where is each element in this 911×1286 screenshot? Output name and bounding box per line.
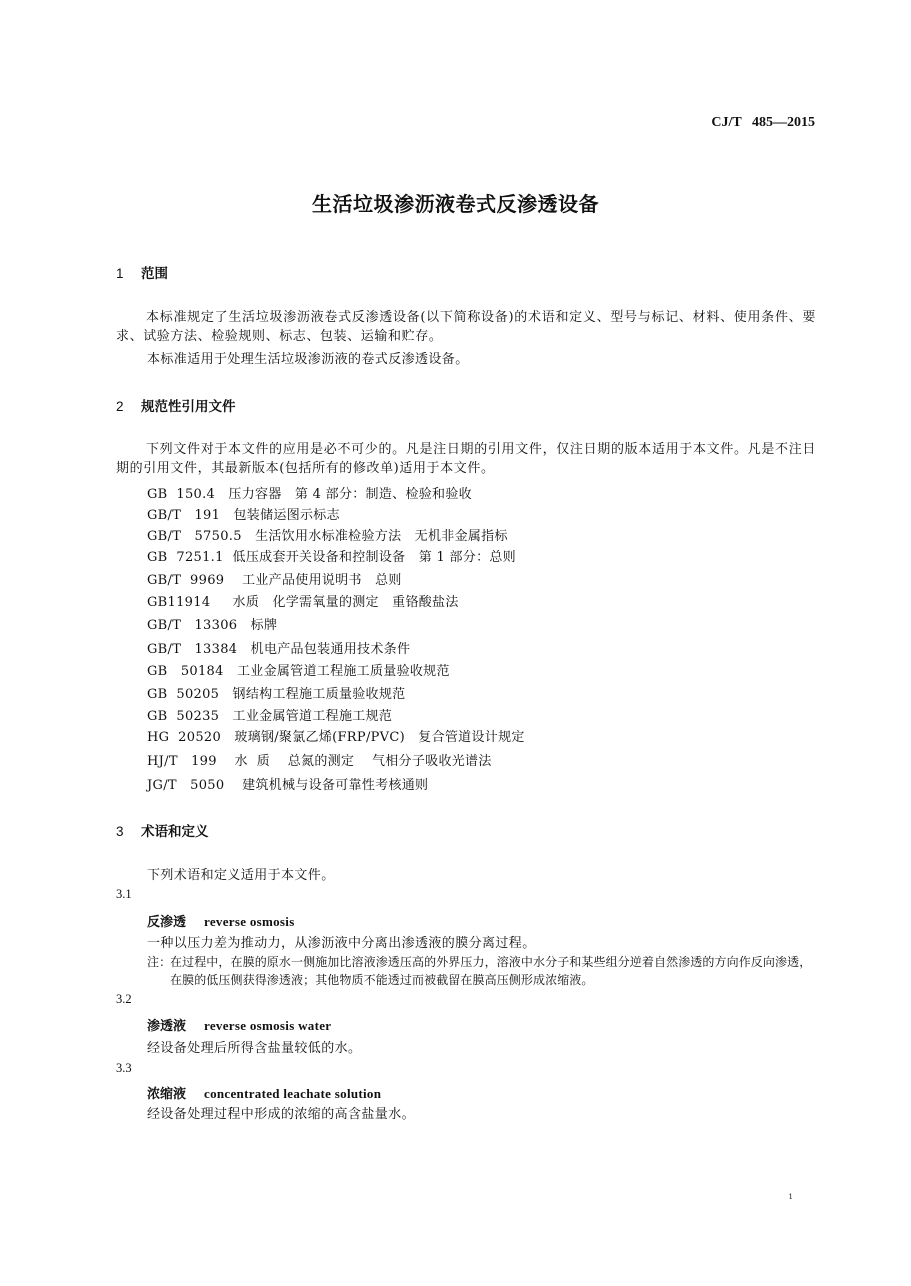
section-2-heading	[116, 395, 236, 415]
term-heading	[147, 1015, 331, 1034]
reference-item: GB/T 13306 标牌	[147, 618, 278, 633]
reference-item: JG/T 5050 建筑机械与设备可靠性考核通则	[147, 778, 429, 793]
section-number: 1	[116, 266, 124, 281]
section-3-heading	[116, 820, 209, 840]
term-chinese: 浓缩液	[147, 1087, 187, 1102]
clause-number: 3.2	[116, 992, 132, 1006]
reference-item: GB11914 水质 化学需氧量的测定 重铬酸盐法	[147, 595, 459, 610]
term-definition: 一种以压力差为推动力，从渗沥液中分离出渗透液的膜分离过程。	[147, 936, 536, 951]
section-2-paragraph: 下列文件对于本文件的应用是必不可少的。凡是注日期的引用文件，仅注日期的版本适用于本文件。凡是不注日期的引用文件，其最新版本(包括所有的修改单)适用于本文件。	[116, 442, 816, 476]
reference-item: GB 150.4 压力容器 第 4 部分：制造、检验和验收	[147, 487, 472, 502]
page-number: 1	[788, 1193, 793, 1201]
note-label: 注：	[147, 955, 172, 969]
clause-number: 3.3	[116, 1061, 132, 1075]
section-1-heading	[116, 262, 168, 282]
section-number: 2	[116, 399, 124, 414]
document-code: CJ/T 485—2015	[711, 115, 815, 130]
reference-item: GB 50235 工业金属管道工程施工规范	[147, 709, 393, 724]
term-chinese: 反渗透	[147, 915, 187, 930]
note-text: 在过程中，在膜的原水一侧施加比溶液渗透压高的外界压力，溶液中水分子和某些组分逆着自然渗透的方向作反向渗透，在膜的低压侧获得渗透液；其他物质不能透过而被截留在膜高压侧形成浓缩液。	[170, 955, 812, 987]
reference-item: GB 7251.1 低压成套开关设备和控制设备 第 1 部分：总则	[147, 550, 516, 565]
section-1-paragraph-2: 本标准适用于处理生活垃圾渗沥液的卷式反渗透设备。	[147, 352, 469, 367]
term-definition: 经设备处理后所得含盐量较低的水。	[147, 1041, 362, 1056]
section-3-intro: 下列术语和定义适用于本文件。	[147, 868, 335, 883]
clause-number: 3.1	[116, 887, 132, 901]
section-number: 3	[116, 824, 124, 839]
term-heading	[147, 1083, 381, 1102]
term-english: reverse osmosis water	[204, 1018, 332, 1033]
term-note	[147, 953, 819, 989]
reference-item: GB/T 191 包装储运图示标志	[147, 508, 340, 523]
term-english: reverse osmosis	[204, 914, 295, 929]
reference-item: GB/T 5750.5 生活饮用水标准检验方法 无机非金属指标	[147, 529, 508, 544]
term-english: concentrated leachate solution	[204, 1086, 382, 1101]
reference-item: GB 50184 工业金属管道工程施工质量验收规范	[147, 664, 450, 679]
reference-item: GB/T 13384 机电产品包装通用技术条件	[147, 642, 411, 657]
section-title: 规范性引用文件	[141, 399, 236, 415]
section-title: 术语和定义	[141, 824, 209, 840]
document-title: 生活垃圾渗沥液卷式反渗透设备	[312, 192, 599, 216]
section-1-paragraph-1: 本标准规定了生活垃圾渗沥液卷式反渗透设备(以下简称设备)的术语和定义、型号与标记、材料、使用条件、要求、试验方法、检验规则、标志、包装、运输和贮存。	[116, 310, 816, 344]
reference-item: GB 50205 钢结构工程施工质量验收规范	[147, 687, 406, 702]
term-chinese: 渗透液	[147, 1019, 187, 1034]
reference-item: HG 20520 玻璃钢/聚氯乙烯(FRP/PVC) 复合管道设计规定	[147, 730, 525, 745]
term-heading	[147, 911, 295, 930]
term-definition: 经设备处理过程中形成的浓缩的高含盐量水。	[147, 1107, 416, 1122]
reference-item: HJ/T 199 水 质 总氮的测定 气相分子吸收光谱法	[147, 754, 492, 769]
section-title: 范围	[141, 266, 168, 282]
reference-item: GB/T 9969 工业产品使用说明书 总则	[147, 573, 402, 588]
